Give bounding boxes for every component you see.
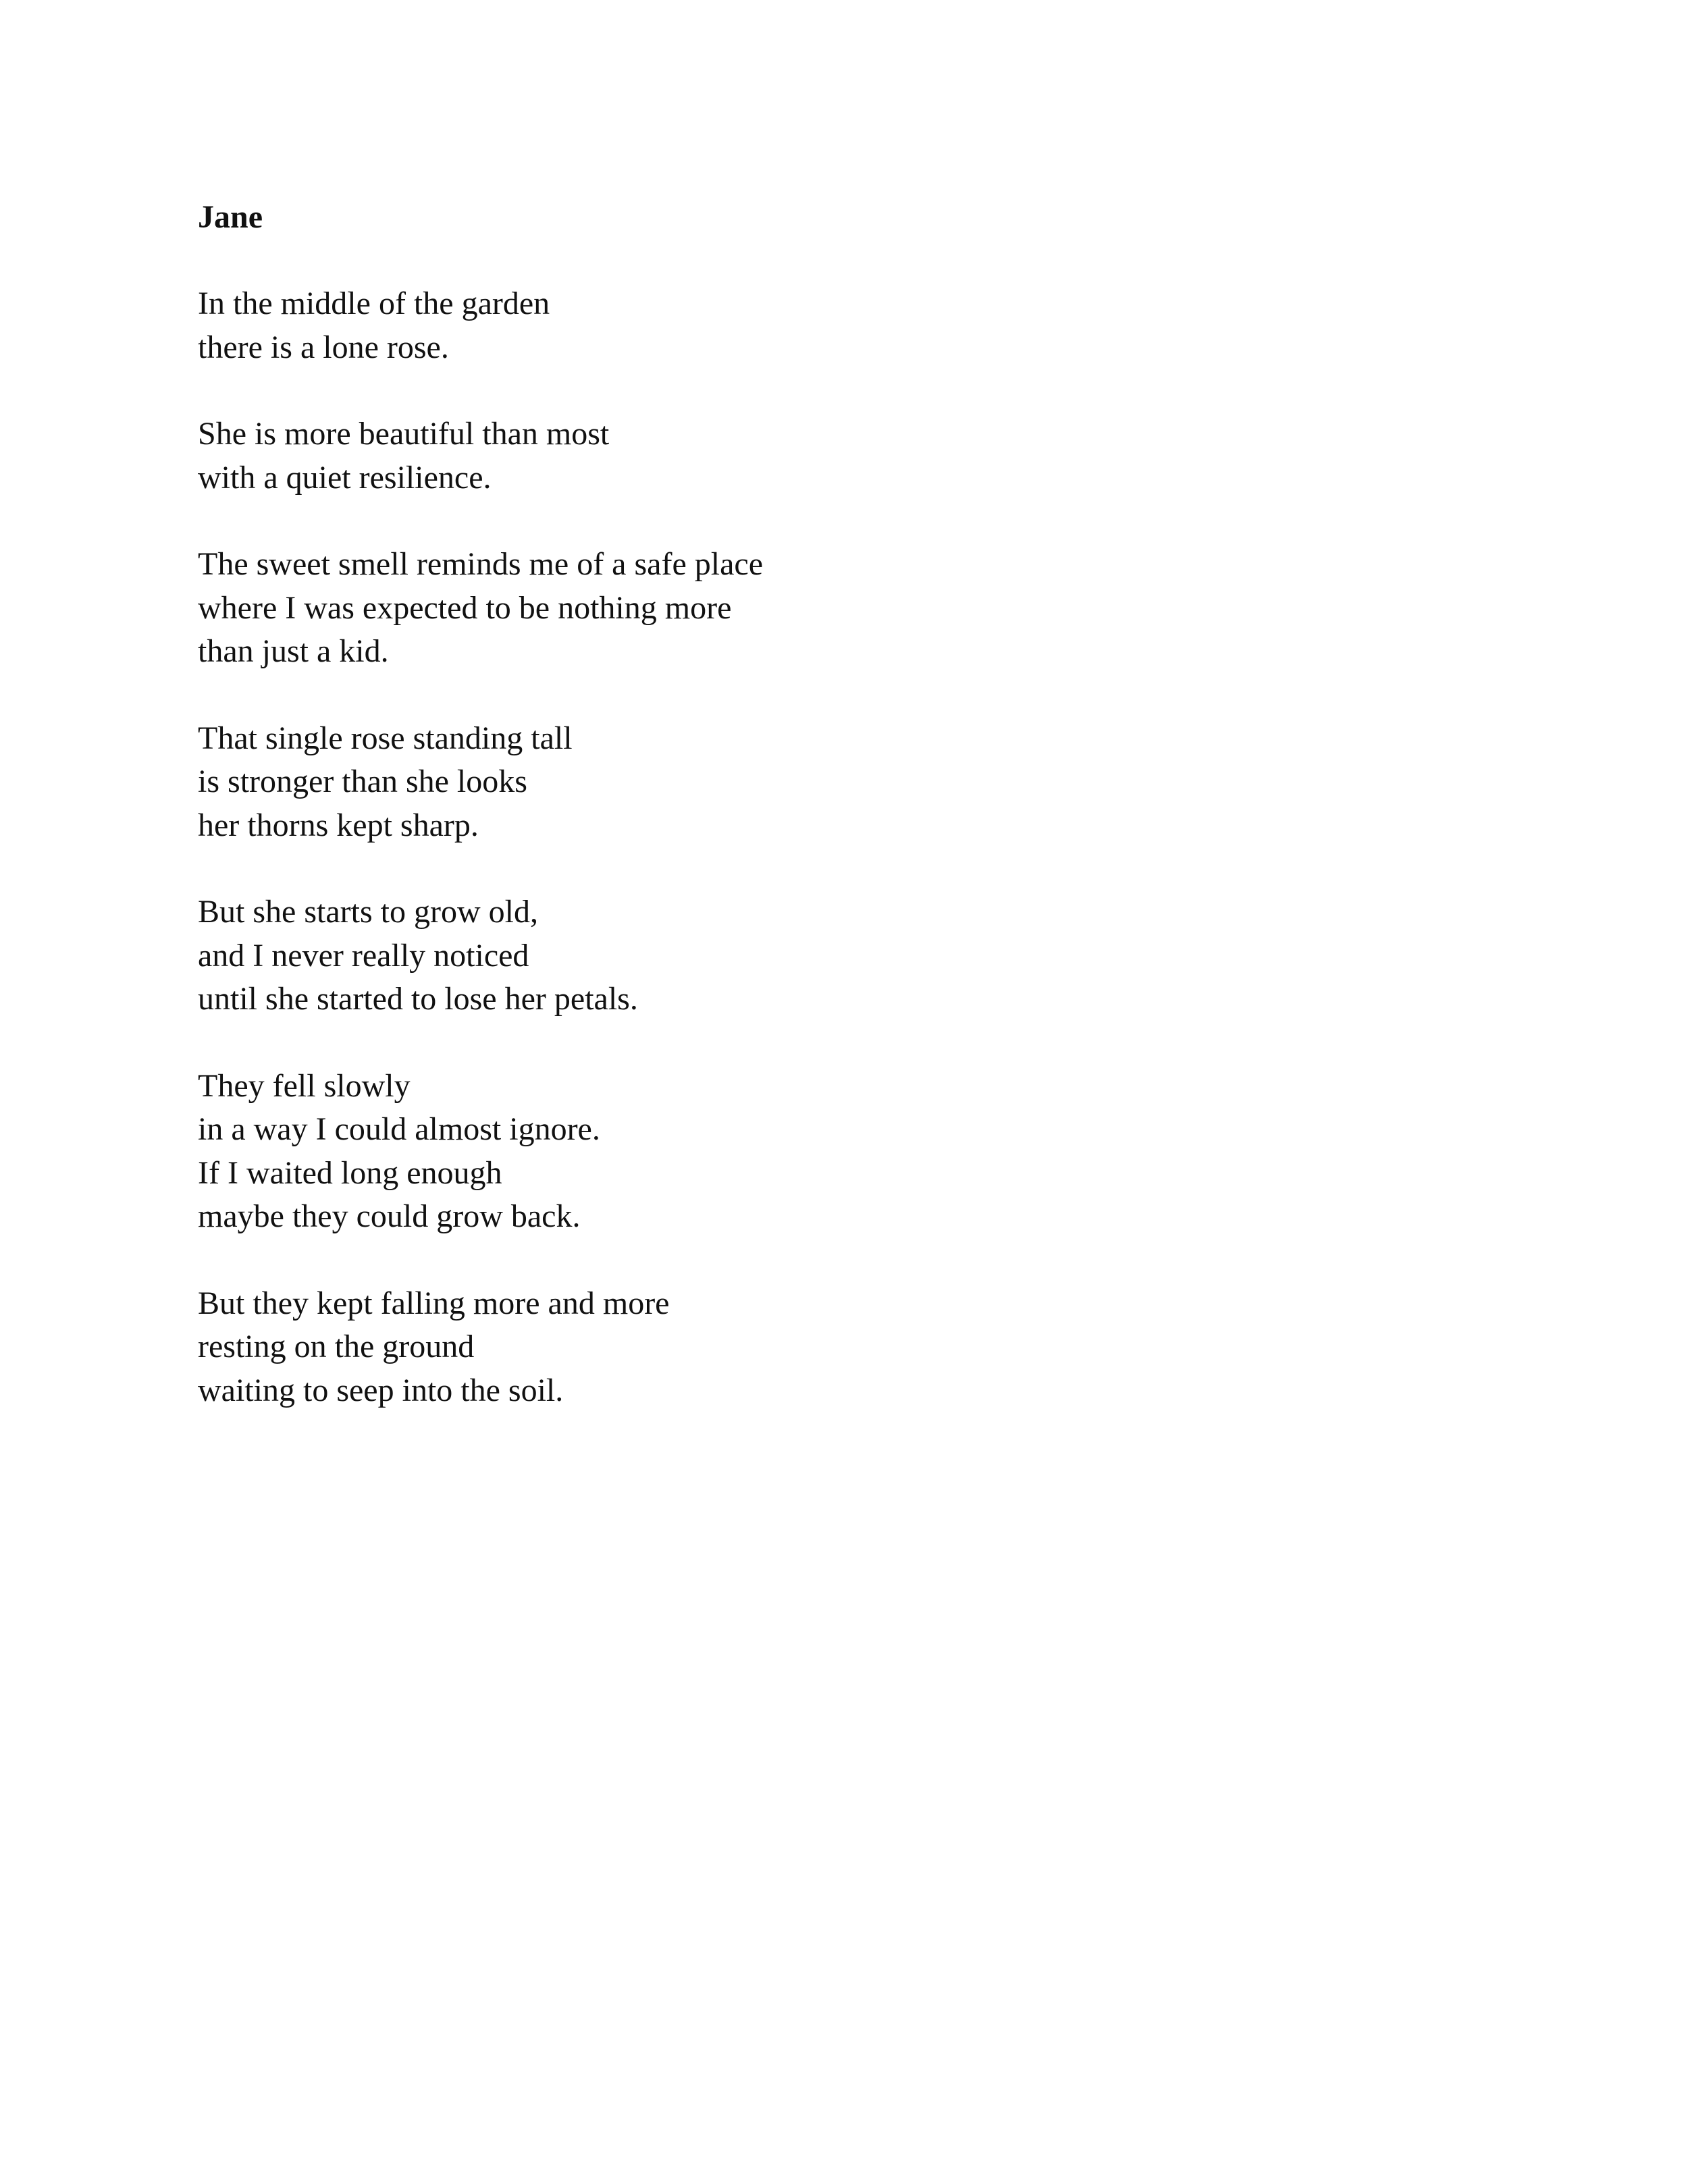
poem-line: in a way I could almost ignore. [198, 1111, 600, 1147]
stanza-5 [198, 890, 1278, 1021]
poem-line: maybe they could grow back. [198, 1198, 581, 1234]
poem-line: is stronger than she looks [198, 764, 527, 799]
stanza-6 [198, 1065, 1278, 1239]
poem-line: her thorns kept sharp. [198, 807, 479, 843]
poem-title: Jane [198, 199, 263, 235]
stanza-1 [198, 282, 1278, 369]
poem-line: But she starts to grow old, [198, 894, 538, 930]
poem-line: where I was expected to be nothing more [198, 589, 732, 626]
poem-line: In the middle of the garden [198, 286, 550, 321]
poem-line: there is a lone rose. [198, 329, 449, 365]
poem-line: and I never really noticed [198, 937, 529, 974]
poem-line: resting on the ground [198, 1329, 475, 1364]
stanza-3 [198, 543, 1278, 674]
poem-line: If I waited long enough [198, 1154, 502, 1191]
poem-line: with a quiet resilience. [198, 459, 492, 496]
stanza-7 [198, 1282, 1278, 1413]
poem-line: She is more beautiful than most [198, 416, 610, 452]
poem-line: until she started to lose her petals. [198, 981, 638, 1017]
poem-line: But they kept falling more and more [198, 1285, 670, 1321]
stanza-4 [198, 717, 1278, 848]
poem-line: The sweet smell reminds me of a safe place [198, 546, 763, 582]
poem-line: than just a kid. [198, 633, 389, 669]
poem-line: They fell slowly [198, 1067, 411, 1104]
poem-line: That single rose standing tall [198, 720, 573, 756]
poem-line: waiting to seep into the soil. [198, 1372, 564, 1408]
stanza-2 [198, 412, 1278, 500]
poem [198, 196, 1278, 1456]
